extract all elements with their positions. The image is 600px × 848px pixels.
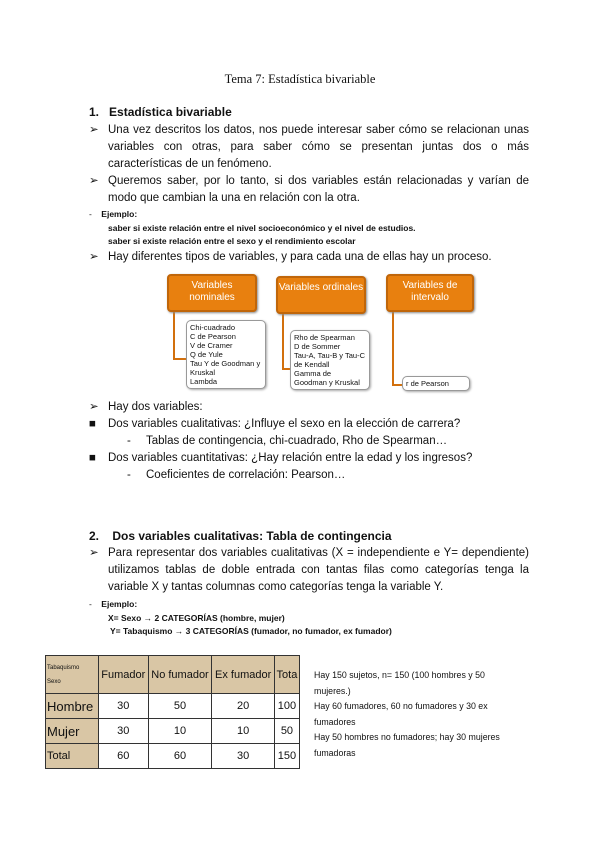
section-1-heading: 1. Estadística bivariable	[89, 105, 232, 119]
bullet: ➢ Hay dos variables:	[89, 401, 203, 413]
nominal-list: Chi-cuadrado C de Pearson V de Cramer Q de Yule Tau Y de Goodman y Kruskal Lambda	[186, 320, 266, 389]
nominal-box: Variables nominales	[167, 274, 257, 312]
header-cell: No fumador	[148, 656, 212, 694]
interval-list: r de Pearson	[402, 376, 470, 391]
ordinal-box: Variables ordinales	[276, 276, 366, 314]
page-title: Tema 7: Estadística bivariable	[224, 72, 376, 86]
example-block: - Ejemplo: X= Sexo → 2 CATEGORÍAS (hombre, mujer) Y= Tabaquismo → 3 CATEGORÍAS (fumador, no fumador, ex fumador)	[89, 599, 392, 636]
table-notes: Hay 150 sujetos, n= 150 (100 hombres y 50 mujeres.) Hay 60 fumadores, 60 no fumadores y 30 ex fumadores Hay 50 hombres no fumadores; hay 30 mujeres fumadoras	[314, 670, 500, 758]
header-cell: Tota	[274, 656, 299, 694]
header-cell: Fumador	[99, 656, 149, 694]
table-row: Hombre 30 50 20 100	[46, 694, 300, 719]
interval-box: Variables de intervalo	[386, 274, 474, 312]
bullet: ➢ Una vez descritos los datos, nos puede interesar saber cómo se relacionan unas variables con otras, para saber cómo se presentan juntas dos o más características de un fenómeno.	[89, 124, 529, 170]
bullet: ■ Dos variables cuantitativas: ¿Hay relación entre la edad y los ingresos?	[89, 452, 473, 464]
sub-bullet: - Tablas de contingencia, chi-cuadrado, Rho de Spearman…	[127, 435, 448, 447]
bullet: ➢ Hay diferentes tipos de variables, y para cada una de ellas hay un proceso.	[89, 251, 492, 263]
table-row: Total 60 60 30 150	[46, 744, 300, 769]
bullet: ➢ Queremos saber, por lo tanto, si dos variables están relacionadas y varían de modo que cambian la una en relación con la otra.	[89, 175, 529, 204]
table-row: Mujer 30 10 10 50	[46, 719, 300, 744]
contingency-table	[45, 655, 300, 769]
example-block: - Ejemplo: saber si existe relación entre el nivel socioeconómico y el nivel de estudios. saber si existe relación entre el sexo y el rendimiento escolar	[89, 209, 416, 246]
bullet: ■ Dos variables cualitativas: ¿Influye el sexo en la elección de carrera?	[89, 418, 461, 430]
bullet: ➢ Para representar dos variables cualitativas (X = independiente e Y= dependiente) utilizamos tablas de doble entrada con tantas filas como categorías tenga la variable X y tantas columnas como categorías tenga la variable Y.	[89, 547, 529, 593]
section-2-heading: 2. Dos variables cualitativas: Tabla de contingencia	[89, 529, 392, 543]
sub-bullet: - Coeficientes de correlación: Pearson…	[127, 469, 346, 481]
header-cell: Ex fumador	[212, 656, 274, 694]
corner-cell: Tabaquismo Sexo	[46, 656, 99, 694]
ordinal-list: Rho de Spearman D de Sommer Tau-A, Tau-B y Tau-C de Kendall Gamma de Goodman y Kruskal	[290, 330, 370, 390]
